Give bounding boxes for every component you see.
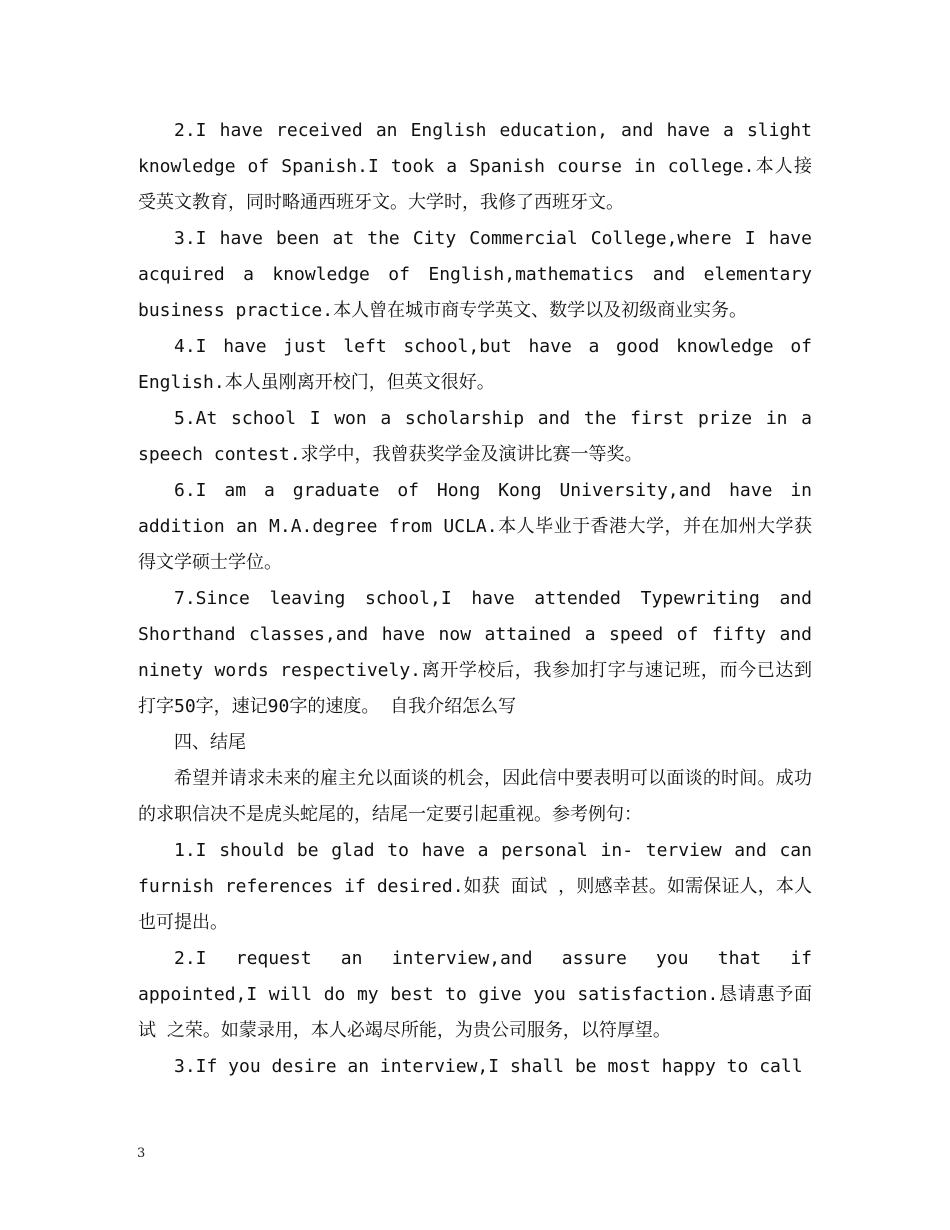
paragraph-example-2: 2.I request an interview,and assure you that if appointed,I will do my best to give you satisfaction.恳请惠予面试 之荣。如蒙录用，本人必竭尽所能，为贵公司服务，以符厚望。	[138, 948, 812, 1041]
paragraph-graduate: 6.I am a graduate of Hong Kong University,and have in addition an M.A.degree from UCLA.本人毕业于香港大学，并在加州大学获得文学硕士学位。	[138, 480, 812, 573]
paragraph-just-left-school: 4.I have just left school,but have a good knowledge of English.本人虽刚离开校门，但英文很好。	[138, 336, 812, 393]
paragraph-commercial-college: 3.I have been at the City Commercial College,where I have acquired a knowledge of English,mathematics and elementary business practice.本人曾在城市商专学英文、数学以及初级商业实务。	[138, 228, 812, 321]
paragraph-scholarship: 5.At school I won a scholarship and the first prize in a speech contest.求学中，我曾获奖学金及演讲比赛一等奖。	[138, 408, 812, 465]
paragraph-language-education: 2.I have received an English education, and have a slight knowledge of Spanish.I took a Spanish course in college.本人接受英文教育，同时略通西班牙文。大学时，我修了西班牙文。	[138, 120, 812, 213]
paragraph-typewriting: 7.Since leaving school,I have attended Typewriting and Shorthand classes,and have now attained a speed of fifty and ninety words respectively.离开学校后，我参加打字与速记班，而今已达到打字50字，速记90字的速度。 自我介绍怎么写	[138, 588, 812, 717]
paragraph-example-1: 1.I should be glad to have a personal in- terview and can furnish references if desired.如获 面试 ，则感幸甚。如需保证人，本人也可提出。	[138, 840, 812, 933]
paragraph-ending-intro: 希望并请求未来的雇主允以面谈的机会，因此信中要表明可以面谈的时间。成功的求职信决不是虎头蛇尾的，结尾一定要引起重视。参考例句：	[138, 768, 812, 825]
paragraph-example-3: 3.If you desire an interview,I shall be most happy to call	[174, 1056, 803, 1077]
section-heading-ending: 四、结尾	[174, 732, 246, 753]
page-number: 3	[137, 1146, 146, 1161]
document-body	[138, 113, 812, 1085]
